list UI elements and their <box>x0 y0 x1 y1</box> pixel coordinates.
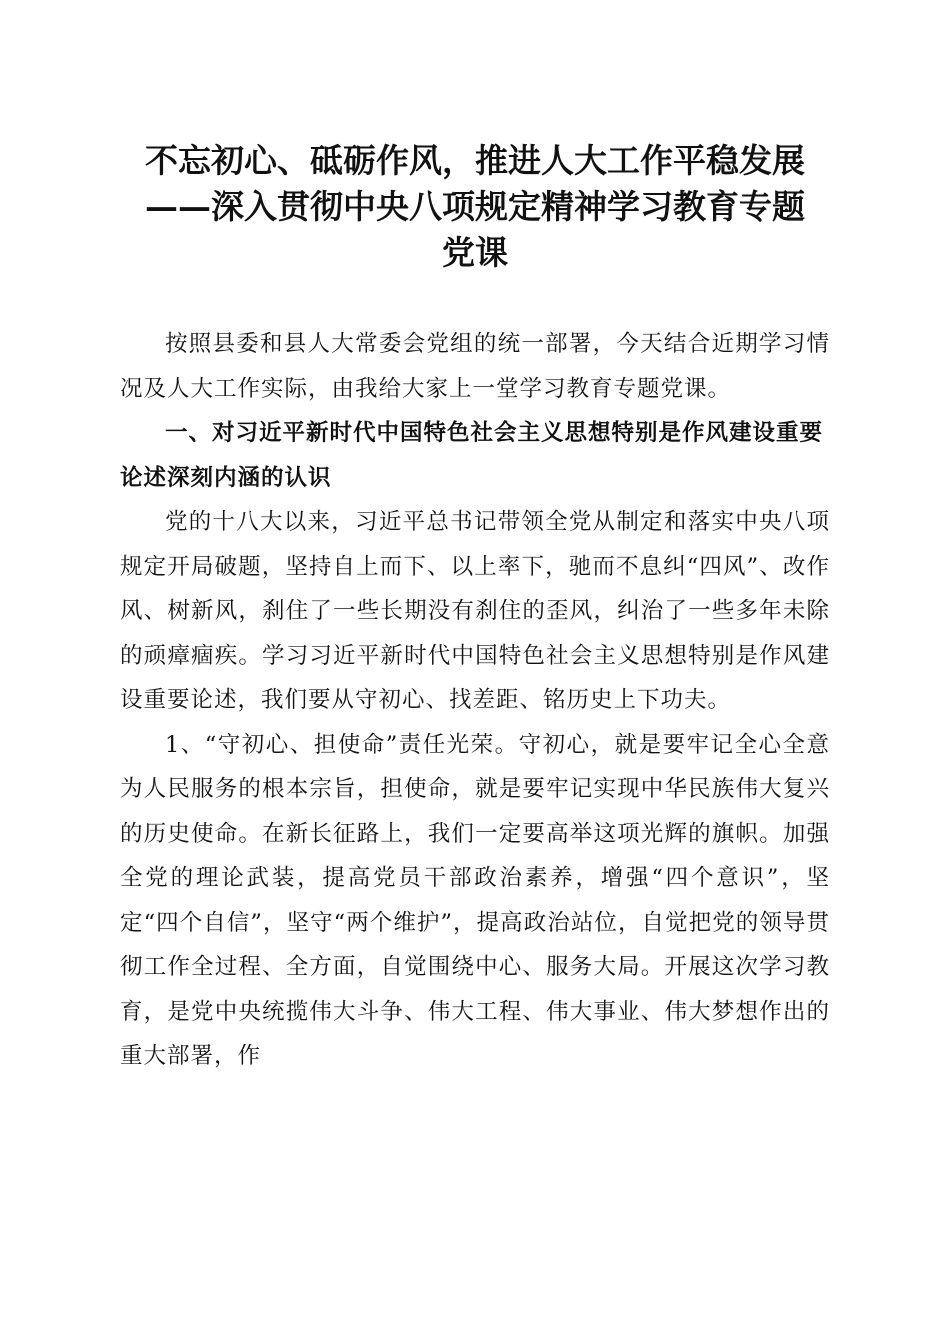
title-line-1: 不忘初心、砥砺作风，推进人大工作平稳发展 <box>145 141 805 180</box>
section-heading-1: 一、对习近平新时代中国特色社会主义思想特别是作风建设重要论述深刻内涵的认识 <box>120 420 824 491</box>
section-1-paragraph-2: 1、“守初心、担使命”责任光荣。守初心，就是要牢记全心全意为人民服务的根本宗旨，担使命，就是要牢记实现中华民族伟大复兴的历史使命。在新长征路上，我们一定要高举这项光辉的旗帜。加强全党的理论武装，提高党员干部政治素养，增强“四个意识”，坚定“四个自信”，坚守“两个维护”，提高政治站位，自觉把党的领导贯彻工作全过程、全方面，自觉围绕中心、服务大局。开展这次学习教育，是党中央统揽伟大斗争、伟大工程、伟大事业、伟大梦想作出的重大部署，作 <box>120 731 830 1069</box>
document-body <box>120 322 830 1079</box>
intro-paragraph: 按照县委和县人大常委会党组的统一部署，今天结合近期学习情况及人大工作实际，由我给大家上一堂学习教育专题党课。 <box>120 331 830 402</box>
title-line-2: ——深入贯彻中央八项规定精神学习教育专题 <box>145 187 805 226</box>
document-title <box>100 138 850 276</box>
title-line-3: 党课 <box>442 233 508 272</box>
section-1-paragraph-1: 党的十八大以来，习近平总书记带领全党从制定和落实中央八项规定开局破题，坚持自上而下、以上率下，驰而不息纠“四风”、改作风、树新风，刹住了一些长期没有刹住的歪风，纠治了一些多年未除的顽瘴痼疾。学习习近平新时代中国特色社会主义思想特别是作风建设重要论述，我们要从守初心、找差距、铭历史上下功夫。 <box>120 509 830 713</box>
